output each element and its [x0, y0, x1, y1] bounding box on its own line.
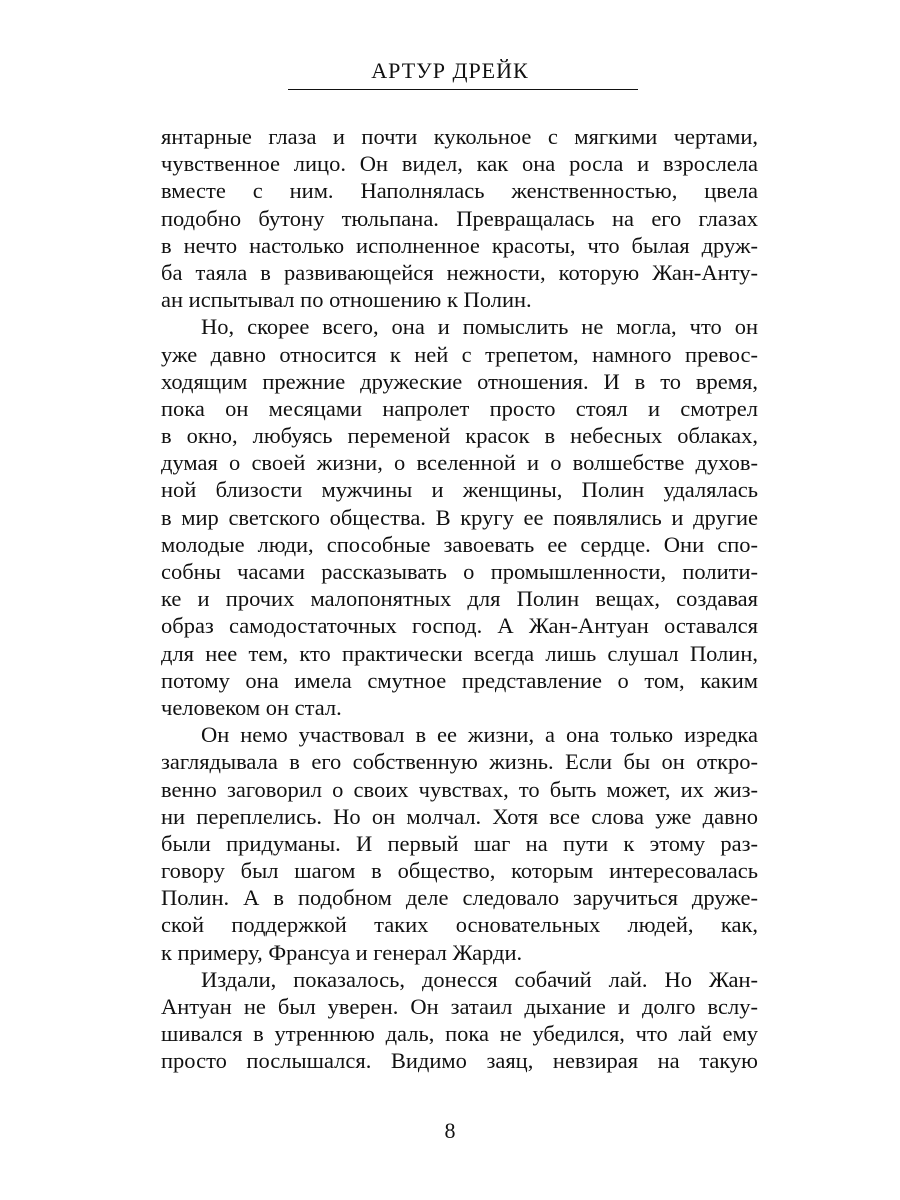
text-line: человеком он стал. — [161, 694, 342, 720]
text-line: чувственное лицо. Он видел, как она росла и взрослела — [161, 151, 758, 177]
text-line: ни переплелись. Но он молчал. Хотя все слова уже давно — [161, 803, 758, 829]
text-line: заглядывала в его собственную жизнь. Если бы он откро- — [161, 749, 758, 775]
text-line: в нечто настолько исполненное красоты, что былая друж- — [161, 232, 758, 258]
text-line: ной близости мужчины и женщины, Полин удалялась — [161, 477, 758, 503]
text-line: молодые люди, способные завоевать ее сердце. Они спо- — [161, 531, 758, 557]
text-line: подобно бутону тюльпана. Превращалась на его глазах — [161, 205, 758, 231]
text-line: были придуманы. И первый шаг на пути к этому раз- — [161, 830, 758, 856]
text-line: Он немо участвовал в ее жизни, а она только изредка — [201, 722, 758, 748]
text-line: образ самодостаточных господ. А Жан-Антуан оставался — [161, 613, 758, 639]
text-line: для нее тем, кто практически всегда лишь слушал Полин, — [161, 640, 758, 666]
text-line: Антуан не был уверен. Он затаил дыхание и долго вслу- — [161, 994, 758, 1019]
text-line: просто послышался. Видимо заяц, невзирая на такую — [161, 1048, 758, 1074]
text-line: янтарные глаза и почти кукольное с мягкими чертами, — [161, 124, 758, 149]
text-line: ской поддержкой таких основательных людей, как, — [161, 912, 758, 938]
text-line: вместе с ним. Наполнялась женственностью, цвела — [161, 178, 758, 204]
text-line: собны часами рассказывать о промышленности, полити- — [161, 559, 758, 584]
text-line: пока он месяцами напролет просто стоял и смотрел — [161, 395, 758, 421]
text-line: говору был шагом в общество, которым интересовалась — [161, 858, 758, 884]
text-line: ба таяла в развивающейся нежности, которую Жан-Анту- — [161, 259, 758, 285]
text-line: в окно, любуясь переменой красок в небесных облаках, — [161, 423, 758, 449]
text-line: шивался в утреннюю даль, пока не убедился, что лай ему — [161, 1021, 758, 1047]
text-line: ан испытывал по отношению к Полин. — [161, 287, 532, 313]
text-line: венно заговорил о своих чувствах, то быть может, их жиз- — [161, 776, 758, 802]
text-line: Издали, показалось, донесся собачий лай. Но Жан- — [201, 966, 758, 992]
page-number: 8 — [444, 1118, 456, 1143]
text-line: Полин. А в подобном деле следовало заручиться друже- — [161, 885, 758, 911]
header-rule — [288, 89, 638, 90]
text-line: в мир светского общества. В кругу ее появлялись и другие — [161, 504, 758, 530]
text-line: уже давно относится к ней с трепетом, намного превос- — [161, 341, 758, 367]
running-head: АРТУР ДРЕЙК — [371, 58, 529, 83]
body-text — [161, 123, 758, 1075]
text-line: к примеру, Франсуа и генерал Жарди. — [161, 939, 523, 965]
text-line: потому она имела смутное представление о том, каким — [161, 667, 758, 693]
text-line: думая о своей жизни, о вселенной и о волшебстве духов- — [161, 450, 758, 476]
text-line: ходящим прежние дружеские отношения. И в то время, — [161, 368, 758, 394]
text-line: Но, скорее всего, она и помыслить не могла, что он — [201, 314, 758, 340]
text-line: ке и прочих малопонятных для Полин вещах, создавая — [161, 586, 758, 612]
